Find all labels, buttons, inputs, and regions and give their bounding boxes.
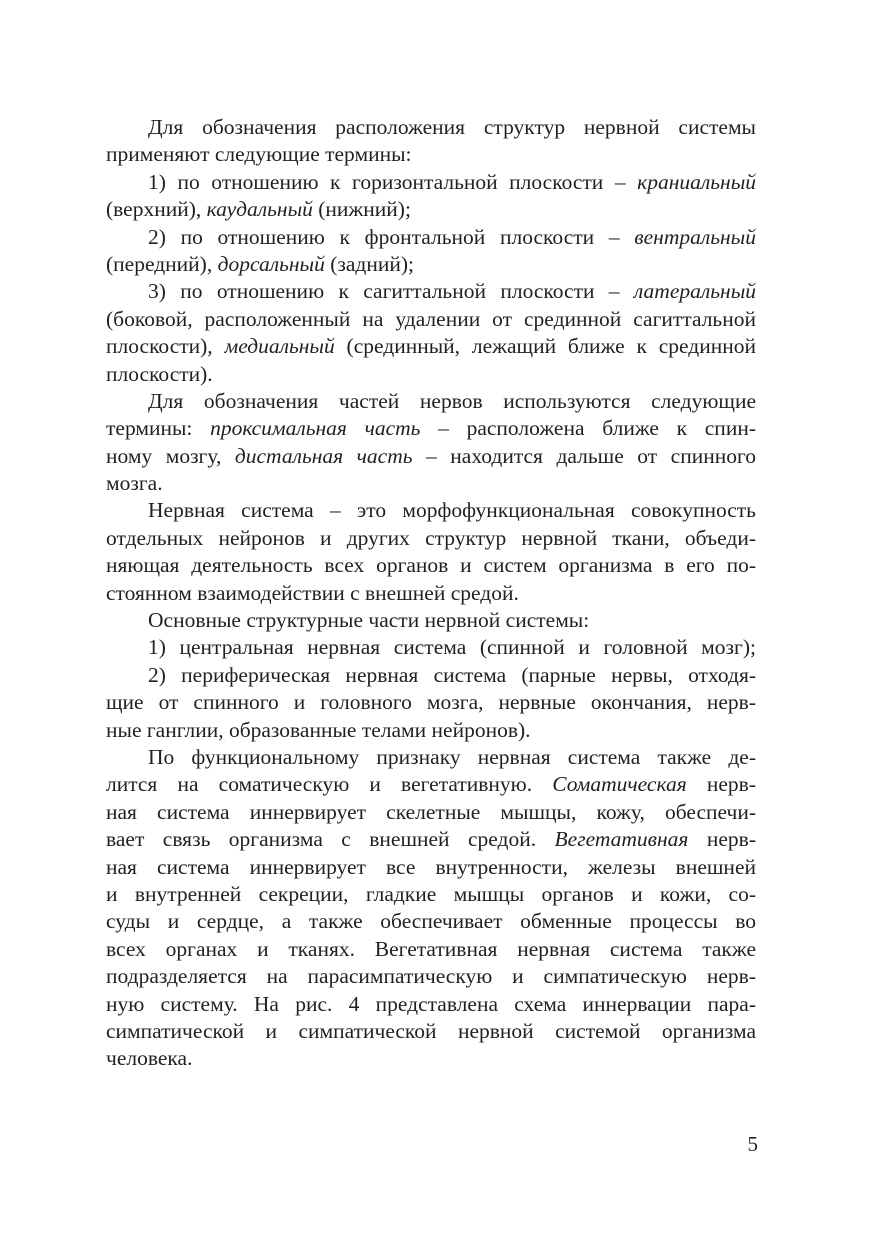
text-segment: (передний), <box>106 251 218 276</box>
text-line <box>106 771 756 798</box>
text-segment: (нижний); <box>312 197 411 222</box>
text-segment: Основные структурные части нервной системы: <box>148 608 590 633</box>
text-line <box>106 908 756 935</box>
text-segment: ному мозгу, <box>106 443 235 468</box>
text-segment: плоскости). <box>106 361 213 386</box>
text-segment: мозга. <box>106 471 163 496</box>
text-segment: суды и сердце, а также обеспечивает обменные процессы во <box>106 909 756 934</box>
text-segment: термины: <box>106 416 211 441</box>
italic-term: медиальный <box>224 334 335 359</box>
text-line <box>106 717 756 744</box>
text-line <box>106 662 756 689</box>
text-segment: (боковой, расположенный на удалении от срединной сагиттальной <box>106 306 756 331</box>
text-line <box>106 936 756 963</box>
text-segment: 2) по отношению к фронтальной плоскости – <box>148 224 635 249</box>
text-line <box>106 470 756 497</box>
text-line <box>106 689 756 716</box>
text-segment: – расположена ближе к спин- <box>420 416 756 441</box>
italic-term: проксимальная часть <box>210 416 421 441</box>
text-segment: 1) центральная нервная система (спинной и головной мозг); <box>148 635 756 660</box>
text-segment: и внутренней секреции, гладкие мышцы органов и кожи, со- <box>106 881 756 906</box>
text-line <box>106 854 756 881</box>
text-segment: 1) по отношению к горизонтальной плоскости – <box>148 169 638 194</box>
text-segment: всех органах и тканях. Вегетативная нервная система также <box>106 936 756 961</box>
text-line <box>106 224 756 251</box>
text-segment: ную систему. На рис. 4 представлена схема иннервации пара- <box>106 991 756 1016</box>
text-segment: вает связь организма с внешней средой. <box>106 827 555 852</box>
text-line <box>106 443 756 470</box>
text-line <box>106 580 756 607</box>
text-segment: – находится дальше от спинного <box>412 443 756 468</box>
text-line <box>106 1045 756 1072</box>
italic-term: каудальный <box>206 197 313 222</box>
text-line <box>106 991 756 1018</box>
text-segment: ные ганглии, образованные телами нейронов). <box>106 717 531 742</box>
text-segment: (задний); <box>324 251 415 276</box>
text-segment: щие от спинного и головного мозга, нервные окончания, нерв- <box>106 690 756 715</box>
text-segment: Нервная система – это морфофункциональная совокупность <box>148 498 756 523</box>
text-line <box>106 525 756 552</box>
italic-term: дистальная часть <box>234 443 413 468</box>
text-segment: По функциональному признаку нервная система также де- <box>148 744 756 769</box>
text-segment: человека. <box>106 1046 193 1071</box>
body-text <box>106 114 756 1073</box>
text-line <box>106 169 756 196</box>
text-line <box>106 799 756 826</box>
text-segment: Для обозначения расположения структур нервной системы <box>148 115 756 139</box>
text-segment: нерв- <box>686 772 756 797</box>
text-segment: нерв- <box>688 827 756 852</box>
page-number: 5 <box>747 1132 758 1156</box>
text-segment: плоскости), <box>106 334 225 359</box>
text-line <box>106 1018 756 1045</box>
text-line <box>106 361 756 388</box>
text-line <box>106 306 756 333</box>
text-line <box>106 744 756 771</box>
italic-term: вентральный <box>634 224 756 249</box>
text-segment: ная система иннервирует скелетные мышцы, кожу, обеспечи- <box>106 799 756 824</box>
text-line <box>106 634 756 661</box>
text-line <box>106 826 756 853</box>
text-segment: стоянном взаимодействии с внешней средой. <box>106 580 519 605</box>
text-line <box>106 251 756 278</box>
text-line <box>106 497 756 524</box>
text-segment: Для обозначения частей нервов используются следующие <box>148 388 756 413</box>
text-line <box>106 607 756 634</box>
text-line <box>106 881 756 908</box>
text-line <box>106 278 756 305</box>
text-segment: няющая деятельность всех органов и систем организма в его по- <box>106 553 756 578</box>
italic-term: дорсальный <box>217 251 325 276</box>
text-line <box>106 196 756 223</box>
text-segment: 2) периферическая нервная система (парные нервы, отходя- <box>148 662 756 687</box>
text-line <box>106 114 756 141</box>
text-segment: отдельных нейронов и других структур нервной ткани, объеди- <box>106 525 756 550</box>
text-segment: лится на соматическую и вегетативную. <box>106 772 553 797</box>
text-line <box>106 552 756 579</box>
text-line <box>106 415 756 442</box>
text-line <box>106 963 756 990</box>
italic-term: Вегетативная <box>554 827 689 852</box>
text-segment: применяют следующие термины: <box>106 142 412 167</box>
italic-term: Соматическая <box>552 772 687 797</box>
text-segment: симпатической и симпатической нервной системой организма <box>106 1018 756 1043</box>
text-segment: 3) по отношению к сагиттальной плоскости – <box>148 279 634 304</box>
text-segment: (срединный, лежащий ближе к срединной <box>334 334 756 359</box>
italic-term: краниальный <box>637 169 756 194</box>
text-segment: (верхний), <box>106 197 207 222</box>
text-segment: ная система иннервирует все внутренности, железы внешней <box>106 854 756 879</box>
italic-term: латеральный <box>633 279 756 304</box>
text-line <box>106 141 756 168</box>
text-line <box>106 388 756 415</box>
text-line <box>106 333 756 360</box>
text-segment: подразделяется на парасимпатическую и симпатическую нерв- <box>106 964 756 989</box>
